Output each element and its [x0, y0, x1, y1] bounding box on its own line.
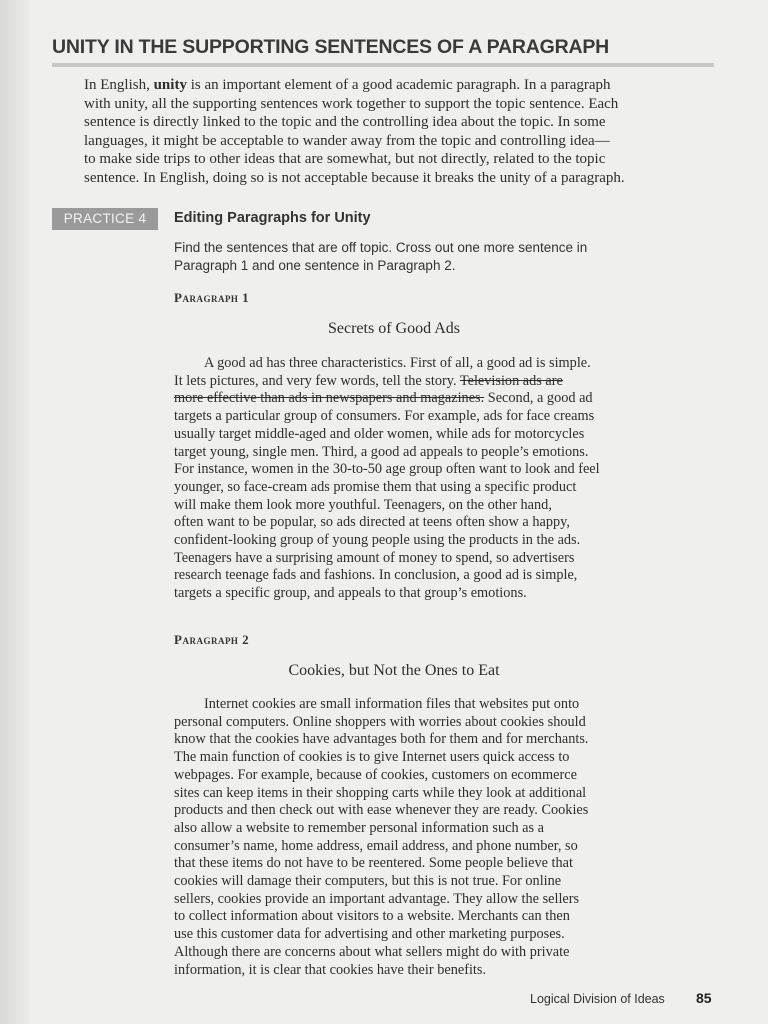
- paragraph-2-title: Cookies, but Not the Ones to Eat: [288, 662, 500, 679]
- text-line: [174, 355, 634, 373]
- text-span: will make them look more youthful. Teenagers, on the other hand,: [174, 496, 552, 513]
- text-line: [174, 461, 634, 479]
- crossed-out-sentence: Television ads are: [459, 372, 563, 389]
- text-span: Teenagers have a surprising amount of money to spend, so advertisers: [174, 549, 575, 566]
- practice-title: Editing Paragraphs for Unity: [174, 210, 371, 226]
- text-line: The main function of cookies is to give Internet users quick access to: [174, 749, 570, 766]
- text-line: [84, 76, 684, 95]
- text-line: [174, 514, 634, 532]
- text-line: [174, 567, 634, 585]
- paragraph-1-title: Secrets of Good Ads: [328, 320, 460, 337]
- text-line: [174, 479, 634, 497]
- text-span: It lets pictures, and very few words, tell the story.: [174, 372, 460, 389]
- text-line: cookies will damage their computers, but this is not true. For online: [174, 873, 562, 890]
- text-span: research teenage fads and fashions. In conclusion, a good ad is simple,: [174, 567, 578, 584]
- intro-paragraph: [84, 76, 684, 188]
- text-span: target young, single men. Third, a good ad appeals to people’s emotions.: [174, 443, 589, 460]
- running-footer-title: Logical Division of Ideas: [530, 992, 665, 1006]
- text-line: know that the cookies have advantages both for them and for merchants.: [174, 731, 589, 748]
- text-span: sentence is directly linked to the topic and the controlling idea about the topic. In some: [84, 114, 606, 131]
- page-number: 85: [696, 990, 712, 1006]
- text-span: often want to be popular, so ads directed at teens often show a happy,: [174, 514, 570, 531]
- text-line: [174, 408, 634, 426]
- text-line: [84, 95, 684, 114]
- text-line: to collect information about visitors to a website. Merchants can then: [174, 908, 570, 925]
- text-span: sentence. In English, doing so is not acceptable because it breaks the unity of a paragraph.: [84, 169, 625, 186]
- text-line: [174, 497, 634, 515]
- text-line: sellers, cookies provide an important advantage. They allow the sellers: [174, 890, 580, 907]
- text-span: is an important element of a good academic paragraph. In a paragraph: [186, 77, 611, 93]
- text-line: products and then check out with ease whenever they are ready. Cookies: [174, 802, 589, 819]
- text-line: [174, 585, 634, 603]
- heading-rule: [52, 63, 714, 67]
- text-line: Internet cookies are small information files that websites put onto: [204, 696, 580, 712]
- text-line: personal computers. Online shoppers with worries about cookies should: [174, 713, 586, 730]
- text-span: languages, it might be acceptable to wander away from the topic and controlling idea—: [84, 132, 610, 149]
- text-line: [174, 390, 634, 408]
- bold-term: unity: [153, 77, 187, 93]
- text-line: [174, 426, 634, 444]
- paragraph-1-label: Paragraph 1: [174, 290, 250, 305]
- text-line: [174, 373, 634, 391]
- text-span: Second, a good ad: [484, 390, 593, 407]
- text-span: younger, so face-cream ads promise them that using a specific product: [174, 478, 577, 495]
- paragraph-2-label: Paragraph 2: [174, 632, 250, 647]
- text-line: that these items do not have to be reentered. Some people believe that: [174, 855, 573, 872]
- text-line: consumer’s name, home address, email address, and phone number, so: [174, 837, 578, 854]
- text-span: targets a particular group of consumers. For example, ads for face creams: [174, 408, 595, 425]
- text-span: confident-looking group of young people using the products in the ads.: [174, 532, 581, 549]
- text-line: [174, 532, 634, 550]
- text-line: Although there are concerns about what sellers might do with private: [174, 943, 570, 960]
- text-span: usually target middle-aged and older women, while ads for motorcycles: [174, 425, 585, 442]
- instruction-line: Paragraph 1 and one sentence in Paragraph 2.: [174, 258, 456, 273]
- text-line: [84, 132, 684, 151]
- text-line: webpages. For example, because of cookies, customers on ecommerce: [174, 766, 577, 783]
- text-span: targets a specific group, and appeals to that group’s emotions.: [174, 585, 527, 602]
- crossed-out-sentence: more effective than ads in newspapers and magazines.: [174, 390, 485, 407]
- text-span: with unity, all the supporting sentences work together to support the topic sentence. Each: [84, 95, 619, 112]
- paragraph-2-body: [174, 696, 634, 979]
- text-span: to make side trips to other ideas that are somewhat, but not directly, related to the topic: [84, 151, 606, 168]
- text-line: [174, 550, 634, 568]
- text-line: [84, 169, 684, 188]
- page-edge-shadow: [0, 0, 30, 1024]
- text-line: [84, 113, 684, 132]
- text-line: use this customer data for advertising and other marketing purposes.: [174, 926, 565, 943]
- text-line: sites can keep items in their shopping carts while they look at additional: [174, 784, 587, 801]
- practice-label: PRACTICE 4: [52, 208, 158, 230]
- instruction-line: Find the sentences that are off topic. Cross out one more sentence in: [174, 240, 588, 255]
- paragraph-1-body: [174, 355, 634, 603]
- text-line: [174, 444, 634, 462]
- practice-instructions: [174, 239, 644, 275]
- text-line: information, it is clear that cookies have their benefits.: [174, 961, 487, 978]
- text-span: For instance, women in the 30-to-50 age group often want to look and feel: [174, 461, 600, 478]
- section-heading: UNITY IN THE SUPPORTING SENTENCES OF A PARAGRAPH: [52, 36, 610, 58]
- text-line: also allow a website to remember personal information such as a: [174, 819, 545, 836]
- text-span: In English,: [84, 77, 154, 93]
- text-span: A good ad has three characteristics. First of all, a good ad is simple.: [204, 355, 591, 371]
- text-line: [84, 150, 684, 169]
